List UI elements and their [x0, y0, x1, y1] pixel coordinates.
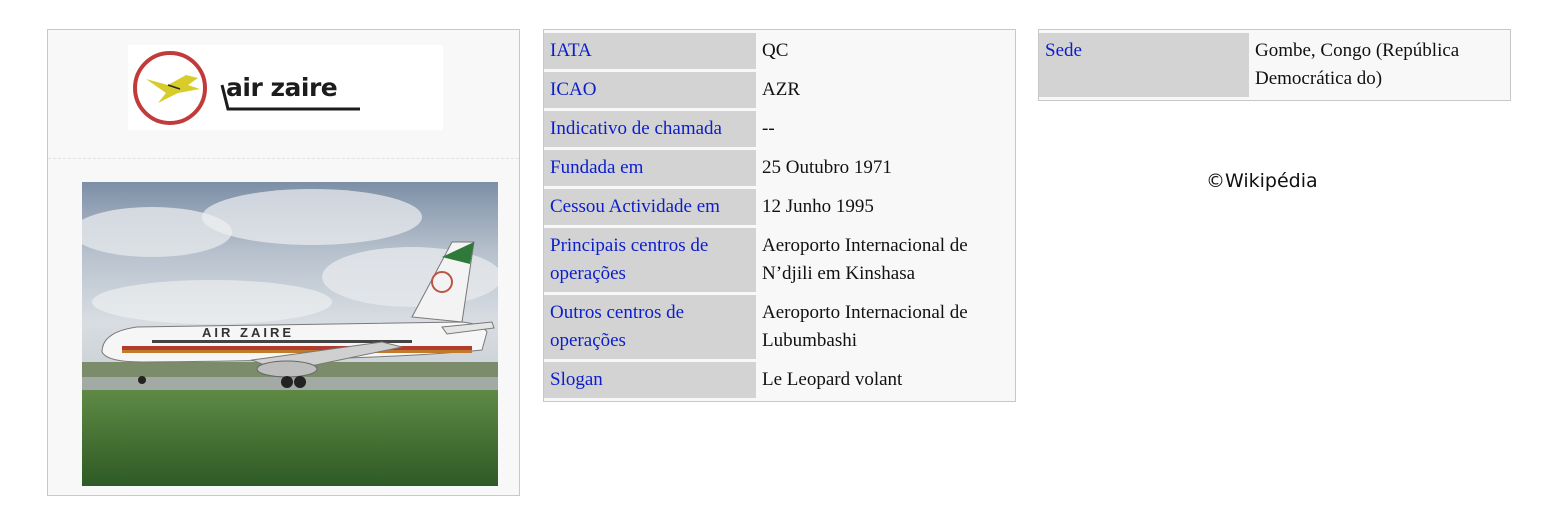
row-value-ceased: 12 Junho 1995 [756, 189, 1015, 225]
table-row [544, 295, 1015, 359]
table-row [544, 33, 1015, 69]
row-label-hubs[interactable]: Principais centros de operações [544, 228, 756, 292]
row-label-founded[interactable]: Fundada em [544, 150, 756, 186]
table-row [544, 228, 1015, 292]
airline-info-table [543, 29, 1016, 402]
row-value-headquarters: Gombe, Congo (República Democrática do) [1249, 33, 1510, 97]
row-value-iata: QC [756, 33, 1015, 69]
fuselage-lettering: AIR ZAIRE [202, 325, 294, 340]
row-label-other-hubs[interactable]: Outros centros de operações [544, 295, 756, 359]
image-panel [47, 29, 520, 496]
row-value-founded: 25 Outubro 1971 [756, 150, 1015, 186]
row-label-callsign[interactable]: Indicativo de chamada [544, 111, 756, 147]
credit-text: ©Wikipédia [1206, 170, 1318, 192]
logo-text: air zaire [226, 73, 338, 102]
row-value-slogan: Le Leopard volant [756, 362, 1015, 398]
headquarters-table [1038, 29, 1511, 101]
table-row [544, 189, 1015, 225]
table-row [544, 111, 1015, 147]
air-zaire-logo [128, 45, 443, 130]
row-label-slogan[interactable]: Slogan [544, 362, 756, 398]
row-label-headquarters[interactable]: Sede [1039, 33, 1249, 97]
row-value-other-hubs: Aeroporto Internacional de Lubumbashi [756, 295, 1015, 359]
table-row [544, 362, 1015, 398]
table-row [1039, 33, 1510, 97]
row-value-hubs: Aeroporto Internacional de N’djili em Kinshasa [756, 228, 1015, 292]
table-row [544, 150, 1015, 186]
row-label-iata[interactable]: IATA [544, 33, 756, 69]
row-value-callsign: -- [756, 111, 1015, 147]
row-label-ceased[interactable]: Cessou Actividade em [544, 189, 756, 225]
table-row [544, 72, 1015, 108]
row-label-icao[interactable]: ICAO [544, 72, 756, 108]
row-value-icao: AZR [756, 72, 1015, 108]
aircraft-photo [82, 182, 498, 486]
panel-divider [48, 158, 519, 159]
